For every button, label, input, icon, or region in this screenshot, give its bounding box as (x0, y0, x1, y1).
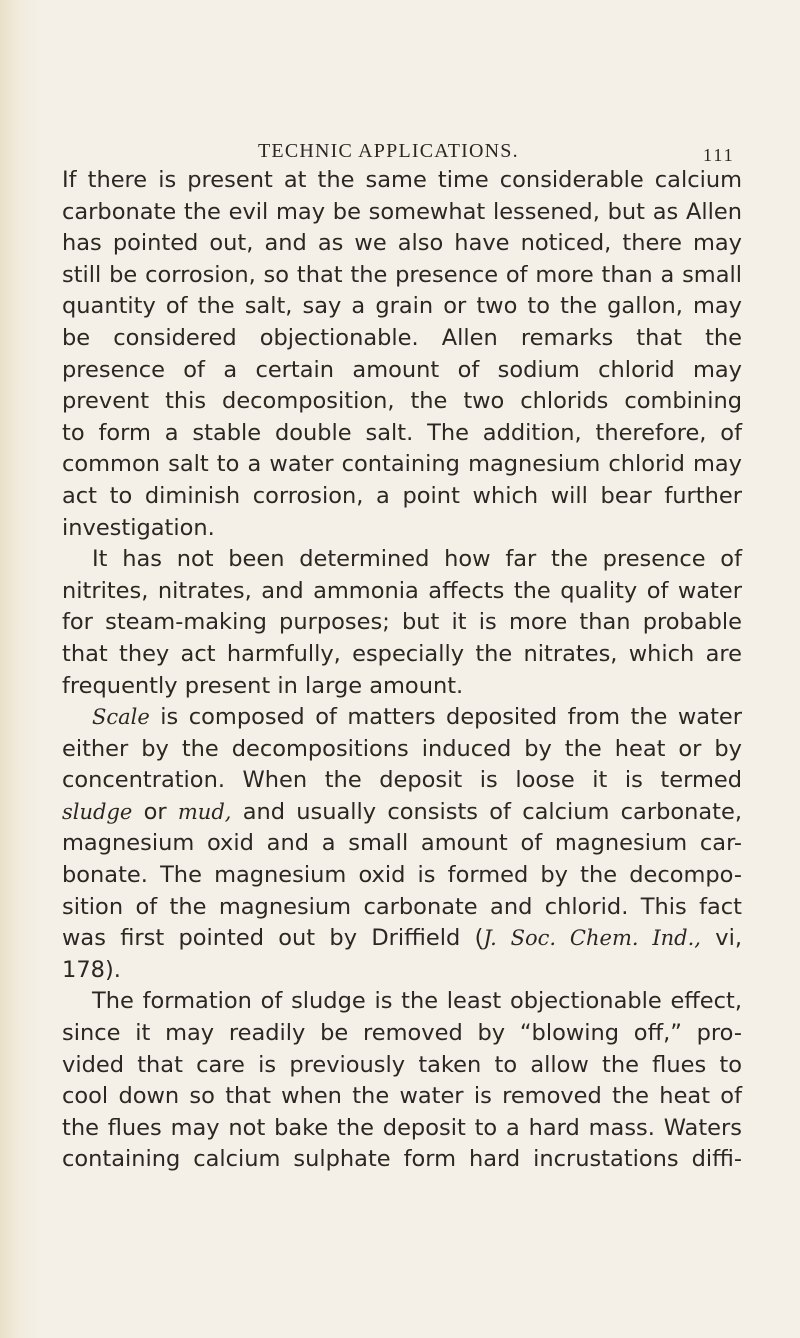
text-line: cool down so that when the water is removed the heat of (62, 1083, 742, 1110)
text-line: quantity of the salt, say a grain or two to the gallon, may (62, 293, 742, 320)
text-line: nitrites, nitrates, and ammonia affects the quality of water (62, 577, 742, 604)
text-line: containing calcium sulphate form hard incrustations diffi- (62, 1146, 742, 1173)
italic-span: mud, (177, 799, 232, 824)
text-line: that they act harmfully, especially the nitrates, which are (62, 640, 742, 667)
text-line: to form a stable double salt. The addition, therefore, of (62, 419, 742, 446)
text-line: magnesium oxid and a small amount of magnesium car- (62, 830, 742, 857)
text-line: frequently present in large amount. (62, 672, 464, 699)
text-line: It has not been determined how far the presence of (92, 546, 742, 573)
text-line: the flues may not bake the deposit to a hard mass. Waters (62, 1114, 742, 1141)
text-line: either by the decompositions induced by the heat or by (62, 735, 742, 762)
text-span: or (132, 798, 178, 825)
text-line (62, 797, 742, 829)
text-line: presence of a certain amount of sodium chlorid may (62, 356, 742, 383)
text-line: bonate. The magnesium oxid is formed by the decompo- (62, 862, 742, 889)
running-header: TECHNIC APPLICATIONS. (258, 140, 519, 162)
italic-span: Scale (92, 705, 150, 730)
text-line: sition of the magnesium carbonate and chlorid. This fact (62, 893, 742, 920)
italic-span: sludge (62, 799, 133, 824)
text-line: since it may readily be removed by “blowing off,” pro- (62, 1020, 742, 1047)
text-line: act to diminish corrosion, a point which will bear further (62, 482, 742, 509)
text-line: common salt to a water containing magnesium chlorid may (62, 451, 742, 478)
text-line: carbonate the evil may be somewhat lessened, but as Allen (62, 198, 742, 225)
text-span: was first pointed out by Driffield ( (62, 925, 484, 952)
text-span: and usually consists of calcium carbonate, (231, 798, 742, 825)
text-line: still be corrosion, so that the presence of more than a small (62, 261, 742, 288)
text-line: investigation. (62, 514, 215, 541)
text-span: vi, (700, 925, 743, 952)
text-line: vided that care is previously taken to allow the flues to (62, 1051, 742, 1078)
text-line: prevent this decomposition, the two chlorids combining (62, 388, 742, 415)
italic-span: J. Soc. Chem. Ind., (483, 926, 701, 951)
text-line: for steam-making purposes; but it is more than probable (62, 609, 742, 636)
text-line: The formation of sludge is the least objectionable effect, (92, 988, 742, 1015)
text-line (62, 702, 742, 734)
text-line: concentration. When the deposit is loose it is termed (62, 767, 742, 794)
text-line: 178). (62, 956, 121, 983)
text-line: be considered objectionable. Allen remarks that the (62, 324, 742, 351)
text-line: has pointed out, and as we also have noticed, there may (62, 230, 742, 257)
body-text (62, 165, 742, 1176)
text-line: If there is present at the same time considerable calcium (62, 167, 742, 193)
text-line (62, 923, 742, 955)
text-span: is composed of matters deposited from the water (149, 704, 742, 731)
page-number: 111 (703, 145, 735, 165)
